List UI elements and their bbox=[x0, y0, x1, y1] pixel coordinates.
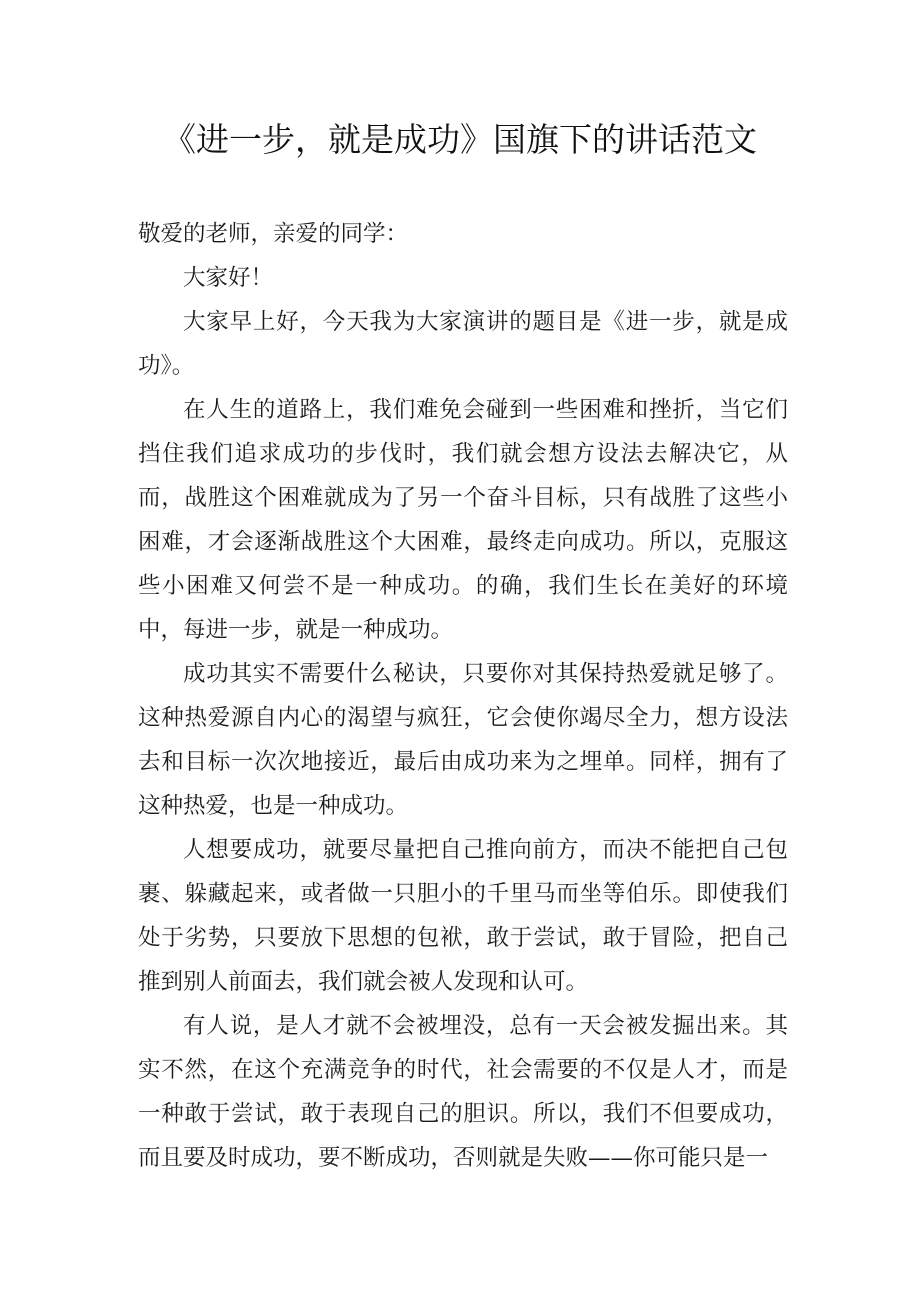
paragraph-greeting: 大家好！ bbox=[183, 265, 274, 291]
document-body bbox=[138, 212, 788, 1180]
paragraph-difficulties: 在人生的道路上，我们难免会碰到一些困难和挫折，当它们挡住我们追求成功的步伐时，我们就会想方设法去解决它，从而，战胜这个困难就成为了另一个奋斗目标，只有战胜了这些小困难，才会逐渐战胜这个大困难，最终走向成功。所以，克服这些小困难又何尝不是一种成功。的确，我们生长在美好的环境中，每进一步，就是一种成功。 bbox=[138, 397, 788, 643]
salutation: 敬爱的老师，亲爱的同学： bbox=[138, 221, 409, 247]
paragraph-intro: 大家早上好，今天我为大家演讲的题目是《进一步，就是成功》。 bbox=[138, 309, 788, 379]
paragraph-push-forward: 人想要成功，就要尽量把自己推向前方，而决不能把自己包裹、躲藏起来，或者做一只胆小的千里马而坐等伯乐。即使我们处于劣势，只要放下思想的包袱，敢于尝试，敢于冒险，把自己推到别人前面去，我们就会被人发现和认可。 bbox=[138, 837, 788, 995]
paragraph-passion: 成功其实不需要什么秘诀，只要你对其保持热爱就足够了。这种热爱源自内心的渴望与疯狂，它会使你竭尽全力，想方设法去和目标一次次地接近，最后由成功来为之埋单。同样，拥有了这种热爱，也是一种成功。 bbox=[138, 661, 788, 819]
paragraph-courage: 有人说，是人才就不会被埋没，总有一天会被发掘出来。其实不然，在这个充满竞争的时代，社会需要的不仅是人才，而是一种敢于尝试，敢于表现自己的胆识。所以，我们不但要成功，而且要及时成功，要不断成功，否则就是失败——你可能只是一 bbox=[138, 1013, 788, 1171]
document-title: 《进一步，就是成功》国旗下的讲话范文 bbox=[163, 120, 757, 159]
